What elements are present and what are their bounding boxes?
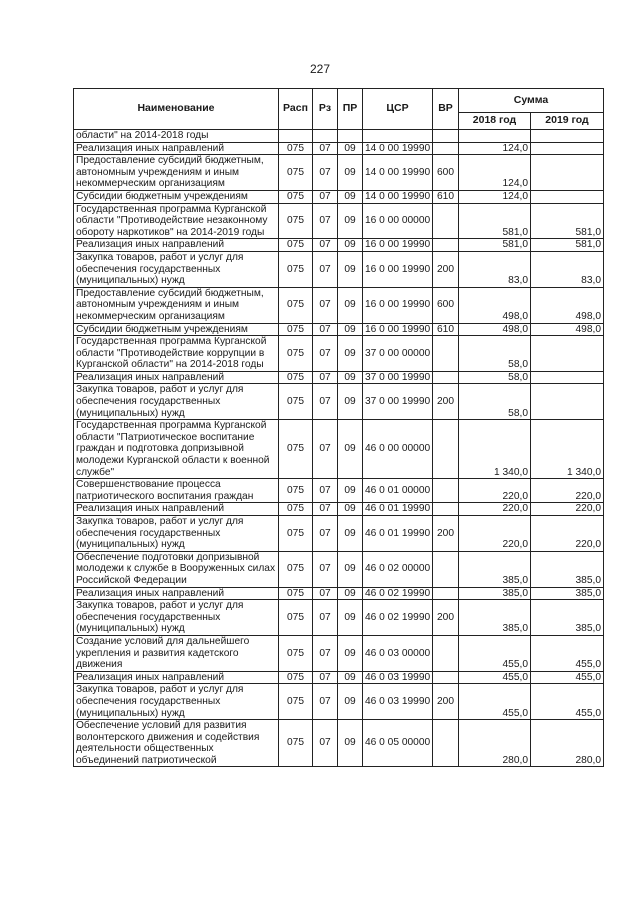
- cell-pr: 09: [338, 720, 363, 767]
- cell-rz: 07: [313, 155, 338, 191]
- cell-pr: 09: [338, 251, 363, 287]
- cell-sum-2019: [531, 190, 604, 203]
- cell-pr: 09: [338, 371, 363, 384]
- cell-pr: 09: [338, 420, 363, 479]
- cell-csr: 16 0 00 19990: [363, 323, 433, 336]
- table-row: [74, 587, 604, 600]
- cell-pr: 09: [338, 203, 363, 239]
- cell-name: Закупка товаров, работ и услуг для обеспечения государственных (муниципальных) нужд: [74, 251, 279, 287]
- cell-csr: 37 0 00 00000: [363, 336, 433, 372]
- table-row: [74, 479, 604, 503]
- cell-sum-2018: 58,0: [459, 336, 531, 372]
- cell-csr: 46 0 05 00000: [363, 720, 433, 767]
- cell-vr: [433, 420, 459, 479]
- table-row: [74, 635, 604, 671]
- cell-sum-2018: 124,0: [459, 190, 531, 203]
- cell-rasp: 075: [279, 479, 313, 503]
- cell-sum-2018: 581,0: [459, 239, 531, 252]
- cell-csr: 16 0 00 19990: [363, 239, 433, 252]
- cell-name: Государственная программа Курганской области "Противодействие незаконному обороту наркотиков" на 2014-2019 годы: [74, 203, 279, 239]
- cell-rz: 07: [313, 190, 338, 203]
- cell-pr: 09: [338, 600, 363, 636]
- cell-name: Закупка товаров, работ и услуг для обеспечения государственных (муниципальных) нужд: [74, 684, 279, 720]
- page-number: 227: [309, 62, 331, 76]
- cell-rasp: 075: [279, 587, 313, 600]
- cell-csr: 46 0 00 00000: [363, 420, 433, 479]
- cell-rasp: 075: [279, 384, 313, 420]
- cell-name: Государственная программа Курганской области "Противодействие коррупции в Курганской области" на 2014-2018 годы: [74, 336, 279, 372]
- cell-sum-2018: 581,0: [459, 203, 531, 239]
- table-row: [74, 371, 604, 384]
- cell-sum-2019: 385,0: [531, 551, 604, 587]
- cell-csr: 37 0 00 19990: [363, 384, 433, 420]
- cell-pr: 09: [338, 551, 363, 587]
- header-csr: ЦСР: [363, 89, 433, 130]
- cell-name: Закупка товаров, работ и услуг для обеспечения государственных (муниципальных) нужд: [74, 516, 279, 552]
- cell-rasp: 075: [279, 635, 313, 671]
- cell-vr: [433, 503, 459, 516]
- cell-sum-2019: 280,0: [531, 720, 604, 767]
- cell-rasp: 075: [279, 371, 313, 384]
- cell-vr: [433, 635, 459, 671]
- cell-pr: 09: [338, 323, 363, 336]
- cell-rz: 07: [313, 551, 338, 587]
- table-row: [74, 190, 604, 203]
- cell-rz: 07: [313, 420, 338, 479]
- cell-rasp: 075: [279, 516, 313, 552]
- cell-vr: [433, 336, 459, 372]
- cell-sum-2018: 1 340,0: [459, 420, 531, 479]
- cell-sum-2018: 220,0: [459, 479, 531, 503]
- table-row: [74, 336, 604, 372]
- cell-name: Предоставление субсидий бюджетным, автономным учреждениям и иным некоммерческим организациям: [74, 155, 279, 191]
- cell-name: Государственная программа Курганской области "Патриотическое воспитание граждан и подготовка допризывной молодежи Курганской области к военной службе": [74, 420, 279, 479]
- table-row: [74, 323, 604, 336]
- table-row: [74, 503, 604, 516]
- cell-sum-2019: 1 340,0: [531, 420, 604, 479]
- cell-name: Предоставление субсидий бюджетным, автономным учреждениям и иным некоммерческим организациям: [74, 287, 279, 323]
- header-year-2018: 2018 год: [459, 113, 531, 130]
- cell-sum-2019: 581,0: [531, 239, 604, 252]
- cell-rasp: 075: [279, 323, 313, 336]
- table-row: [74, 142, 604, 155]
- cell-rz: 07: [313, 287, 338, 323]
- cell-sum-2019: [531, 336, 604, 372]
- cell-pr: 09: [338, 684, 363, 720]
- header-sum: Сумма: [459, 89, 604, 113]
- cell-vr: 200: [433, 516, 459, 552]
- cell-rasp: 075: [279, 287, 313, 323]
- cell-rasp: 075: [279, 720, 313, 767]
- table-row: [74, 420, 604, 479]
- continuation-row: [74, 130, 604, 143]
- cell-rz: 07: [313, 384, 338, 420]
- cell-vr: [433, 371, 459, 384]
- cell-sum-2019: 220,0: [531, 503, 604, 516]
- cell-vr: [433, 142, 459, 155]
- cell-sum-2019: [531, 142, 604, 155]
- cell-name: Обеспечение условий для развития волонтерского движения и содействия деятельности общественных объединений патриотической: [74, 720, 279, 767]
- cell-vr: 610: [433, 323, 459, 336]
- table-row: [74, 251, 604, 287]
- cell-pr: 09: [338, 287, 363, 323]
- cell-rz: 07: [313, 684, 338, 720]
- cell-rasp: 075: [279, 190, 313, 203]
- table-row: [74, 203, 604, 239]
- cell-sum-2018: 385,0: [459, 587, 531, 600]
- cell-csr: 16 0 00 00000: [363, 203, 433, 239]
- cell-rz: 07: [313, 635, 338, 671]
- continuation-text: области" на 2014-2018 годы: [74, 130, 279, 143]
- cell-vr: [433, 587, 459, 600]
- cell-rasp: 075: [279, 420, 313, 479]
- cell-sum-2018: 124,0: [459, 142, 531, 155]
- cell-rz: 07: [313, 336, 338, 372]
- cell-rz: 07: [313, 239, 338, 252]
- table-row: [74, 684, 604, 720]
- cell-sum-2018: 498,0: [459, 323, 531, 336]
- table-row: [74, 600, 604, 636]
- cell-sum-2018: 58,0: [459, 384, 531, 420]
- cell-rasp: 075: [279, 336, 313, 372]
- cell-sum-2018: 385,0: [459, 551, 531, 587]
- cell-csr: 14 0 00 19990: [363, 142, 433, 155]
- cell-rz: 07: [313, 479, 338, 503]
- cell-pr: 09: [338, 155, 363, 191]
- table-row: [74, 239, 604, 252]
- header-vr: ВР: [433, 89, 459, 130]
- cell-rz: 07: [313, 587, 338, 600]
- cell-pr: 09: [338, 516, 363, 552]
- cell-csr: 46 0 01 19990: [363, 503, 433, 516]
- cell-sum-2019: [531, 155, 604, 191]
- cell-sum-2019: 498,0: [531, 287, 604, 323]
- cell-rasp: 075: [279, 684, 313, 720]
- cell-vr: [433, 479, 459, 503]
- header-name: Наименование: [74, 89, 279, 130]
- cell-sum-2018: 385,0: [459, 600, 531, 636]
- cell-rasp: 075: [279, 551, 313, 587]
- cell-pr: 09: [338, 336, 363, 372]
- cell-sum-2018: 83,0: [459, 251, 531, 287]
- cell-rasp: 075: [279, 671, 313, 684]
- cell-sum-2018: 220,0: [459, 516, 531, 552]
- cell-vr: [433, 203, 459, 239]
- cell-vr: [433, 239, 459, 252]
- cell-sum-2018: 455,0: [459, 635, 531, 671]
- cell-sum-2019: 83,0: [531, 251, 604, 287]
- cell-csr: 46 0 02 19990: [363, 600, 433, 636]
- cell-csr: 46 0 01 19990: [363, 516, 433, 552]
- cell-rasp: 075: [279, 203, 313, 239]
- cell-pr: 09: [338, 239, 363, 252]
- cell-sum-2018: 124,0: [459, 155, 531, 191]
- cell-csr: 16 0 00 19990: [363, 287, 433, 323]
- cell-pr: 09: [338, 671, 363, 684]
- cell-sum-2019: 498,0: [531, 323, 604, 336]
- cell-vr: 200: [433, 600, 459, 636]
- cell-csr: 16 0 00 19990: [363, 251, 433, 287]
- cell-vr: [433, 671, 459, 684]
- cell-pr: 09: [338, 384, 363, 420]
- cell-name: Субсидии бюджетным учреждениям: [74, 323, 279, 336]
- cell-name: Реализация иных направлений: [74, 671, 279, 684]
- cell-sum-2018: 58,0: [459, 371, 531, 384]
- table-row: [74, 671, 604, 684]
- cell-sum-2019: 455,0: [531, 684, 604, 720]
- cell-name: Совершенствование процесса патриотического воспитания граждан: [74, 479, 279, 503]
- cell-rz: 07: [313, 720, 338, 767]
- cell-rasp: 075: [279, 142, 313, 155]
- cell-sum-2018: 280,0: [459, 720, 531, 767]
- cell-vr: 600: [433, 155, 459, 191]
- cell-rz: 07: [313, 600, 338, 636]
- cell-rasp: 075: [279, 251, 313, 287]
- cell-vr: 200: [433, 384, 459, 420]
- cell-pr: 09: [338, 635, 363, 671]
- cell-name: Реализация иных направлений: [74, 371, 279, 384]
- cell-vr: 610: [433, 190, 459, 203]
- cell-rasp: 075: [279, 503, 313, 516]
- cell-pr: 09: [338, 190, 363, 203]
- cell-vr: [433, 551, 459, 587]
- header-rasp: Расп: [279, 89, 313, 130]
- table-row: [74, 516, 604, 552]
- cell-pr: 09: [338, 587, 363, 600]
- header-year-2019: 2019 год: [531, 113, 604, 130]
- cell-sum-2019: 220,0: [531, 479, 604, 503]
- cell-rz: 07: [313, 371, 338, 384]
- cell-rz: 07: [313, 142, 338, 155]
- cell-csr: 14 0 00 19990: [363, 190, 433, 203]
- cell-sum-2019: 455,0: [531, 671, 604, 684]
- cell-rasp: 075: [279, 239, 313, 252]
- cell-pr: 09: [338, 503, 363, 516]
- cell-name: Обеспечение подготовки допризывной молодежи к службе в Вооруженных силах Российской Федерации: [74, 551, 279, 587]
- cell-csr: 14 0 00 19990: [363, 155, 433, 191]
- cell-name: Создание условий для дальнейшего укрепления и развития кадетского движения: [74, 635, 279, 671]
- cell-csr: 46 0 03 19990: [363, 684, 433, 720]
- cell-name: Закупка товаров, работ и услуг для обеспечения государственных (муниципальных) нужд: [74, 384, 279, 420]
- cell-name: Реализация иных направлений: [74, 503, 279, 516]
- table-row: [74, 155, 604, 191]
- cell-sum-2018: 498,0: [459, 287, 531, 323]
- cell-rz: 07: [313, 203, 338, 239]
- cell-sum-2019: 581,0: [531, 203, 604, 239]
- cell-vr: 200: [433, 251, 459, 287]
- cell-rasp: 075: [279, 155, 313, 191]
- cell-name: Реализация иных направлений: [74, 239, 279, 252]
- cell-sum-2019: 385,0: [531, 587, 604, 600]
- cell-rz: 07: [313, 671, 338, 684]
- cell-vr: 200: [433, 684, 459, 720]
- cell-rz: 07: [313, 251, 338, 287]
- budget-table: [73, 88, 604, 767]
- cell-rasp: 075: [279, 600, 313, 636]
- cell-sum-2019: 220,0: [531, 516, 604, 552]
- cell-csr: 37 0 00 19990: [363, 371, 433, 384]
- cell-sum-2018: 220,0: [459, 503, 531, 516]
- cell-sum-2019: 455,0: [531, 635, 604, 671]
- cell-rz: 07: [313, 323, 338, 336]
- table-row: [74, 551, 604, 587]
- table-row: [74, 720, 604, 767]
- cell-sum-2018: 455,0: [459, 671, 531, 684]
- cell-name: Реализация иных направлений: [74, 587, 279, 600]
- cell-sum-2019: [531, 371, 604, 384]
- header-pr: ПР: [338, 89, 363, 130]
- cell-csr: 46 0 03 19990: [363, 671, 433, 684]
- cell-csr: 46 0 02 00000: [363, 551, 433, 587]
- cell-pr: 09: [338, 142, 363, 155]
- cell-name: Субсидии бюджетным учреждениям: [74, 190, 279, 203]
- cell-vr: 600: [433, 287, 459, 323]
- cell-rz: 07: [313, 503, 338, 516]
- cell-rz: 07: [313, 516, 338, 552]
- cell-sum-2019: 385,0: [531, 600, 604, 636]
- cell-csr: 46 0 02 19990: [363, 587, 433, 600]
- header-rz: Рз: [313, 89, 338, 130]
- cell-csr: 46 0 01 00000: [363, 479, 433, 503]
- cell-sum-2018: 455,0: [459, 684, 531, 720]
- table-row: [74, 287, 604, 323]
- cell-pr: 09: [338, 479, 363, 503]
- cell-name: Закупка товаров, работ и услуг для обеспечения государственных (муниципальных) нужд: [74, 600, 279, 636]
- cell-csr: 46 0 03 00000: [363, 635, 433, 671]
- cell-sum-2019: [531, 384, 604, 420]
- table-row: [74, 384, 604, 420]
- cell-vr: [433, 720, 459, 767]
- cell-name: Реализация иных направлений: [74, 142, 279, 155]
